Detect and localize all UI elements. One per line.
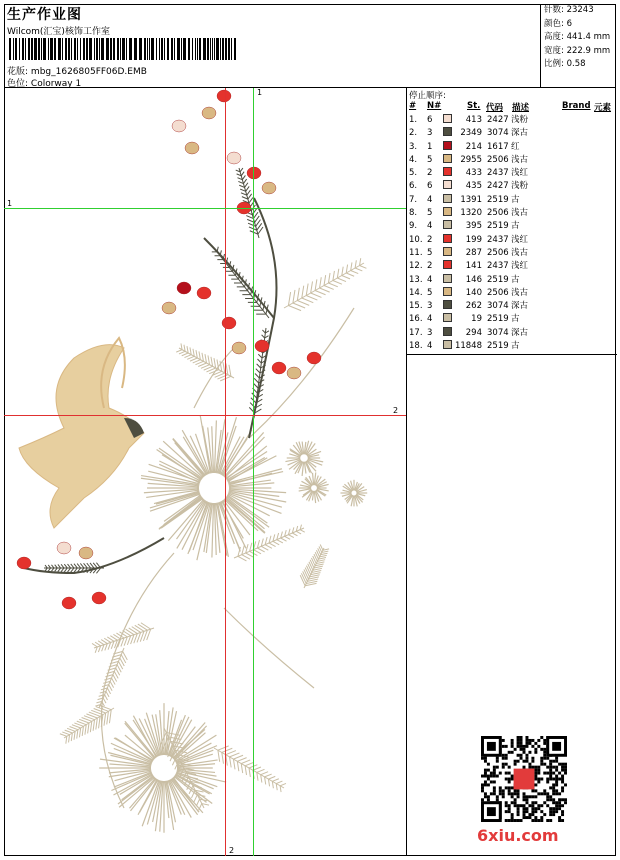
- stop-sequence-panel: [406, 88, 616, 856]
- row-needle: 5: [427, 287, 433, 298]
- color-swatch: [443, 247, 452, 256]
- row-stitches: 262: [465, 301, 482, 312]
- table-row: [407, 154, 617, 167]
- col-brand: Brand: [562, 101, 591, 111]
- document-title: 生产作业图: [7, 7, 82, 23]
- table-row: [407, 141, 617, 154]
- row-num: 7.: [409, 194, 418, 205]
- guide-vertical-red: [225, 88, 226, 856]
- col-num: #: [409, 101, 417, 111]
- row-needle: 2: [427, 234, 433, 245]
- row-needle: 3: [427, 301, 433, 312]
- color-swatch: [443, 154, 452, 163]
- row-desc: 浅古: [511, 247, 529, 258]
- table-row: [407, 274, 617, 287]
- table-row: [407, 234, 617, 247]
- guide-label-h2: 2: [393, 406, 399, 415]
- col-element: 元素: [594, 103, 612, 113]
- embroidery-artwork: [4, 88, 406, 856]
- row-needle: 2: [427, 261, 433, 272]
- row-needle: 3: [427, 128, 433, 139]
- color-swatch: [443, 114, 452, 123]
- colorway-value: Colorway 1: [30, 79, 82, 89]
- stop-sequence-title: 停止顺序:: [409, 91, 446, 101]
- row-needle: 5: [427, 208, 433, 219]
- table-row: [407, 327, 617, 340]
- row-stitches: 2349: [460, 128, 482, 139]
- row-num: 2.: [409, 128, 418, 139]
- bird: [19, 338, 144, 528]
- design-file-value: mbg_1626805FF06D.EMB: [30, 67, 147, 77]
- row-stitches: 433: [465, 168, 482, 179]
- color-swatch: [443, 340, 452, 349]
- stat-colors: 颜色: 6: [544, 18, 572, 29]
- row-code: 1617: [487, 141, 509, 152]
- row-code: 2519: [487, 194, 509, 205]
- row-desc: 古: [511, 194, 520, 205]
- color-swatch: [443, 327, 452, 336]
- row-desc: 古: [511, 341, 520, 352]
- qr-code: [481, 736, 567, 822]
- color-swatch: [443, 300, 452, 309]
- col-stitches: St.: [467, 101, 481, 111]
- row-needle: 4: [427, 221, 433, 232]
- row-needle: 4: [427, 314, 433, 325]
- stat-height: 高度: 441.4 mm: [544, 32, 611, 42]
- row-desc: 浅古: [511, 208, 529, 219]
- row-desc: 深古: [511, 327, 529, 338]
- color-swatch: [443, 194, 452, 203]
- table-row: [407, 167, 617, 180]
- row-code: 2506: [487, 154, 509, 165]
- row-desc: 浅古: [511, 154, 529, 165]
- row-needle: 4: [427, 341, 433, 352]
- row-num: 13.: [409, 274, 423, 285]
- row-code: 2519: [487, 274, 509, 285]
- row-desc: 浅粉: [511, 181, 529, 192]
- row-code: 2519: [487, 341, 509, 352]
- color-swatch: [443, 127, 452, 136]
- row-num: 12.: [409, 261, 423, 272]
- row-code: 3074: [487, 327, 509, 338]
- color-swatch: [443, 313, 452, 322]
- row-num: 5.: [409, 168, 418, 179]
- row-stitches: 141: [465, 261, 482, 272]
- row-stitches: 140: [465, 287, 482, 298]
- color-swatch: [443, 220, 452, 229]
- row-code: 2427: [487, 181, 509, 192]
- stop-sequence-rows: [407, 114, 617, 353]
- row-num: 15.: [409, 301, 423, 312]
- row-num: 10.: [409, 234, 423, 245]
- row-desc: 浅古: [511, 287, 529, 298]
- color-swatch: [443, 167, 452, 176]
- row-code: 2519: [487, 314, 509, 325]
- row-needle: 4: [427, 274, 433, 285]
- row-needle: 4: [427, 194, 433, 205]
- company-name: Wilcom(汇宝)核饰工作室: [7, 27, 110, 37]
- row-num: 18.: [409, 341, 423, 352]
- row-stitches: 435: [465, 181, 482, 192]
- row-code: 2506: [487, 287, 509, 298]
- col-desc: 描述: [512, 103, 530, 113]
- row-code: 2437: [487, 261, 509, 272]
- row-code: 3074: [487, 301, 509, 312]
- guide-label-v2: 2: [229, 846, 235, 855]
- color-swatch: [443, 260, 452, 269]
- stat-stitches: 针数: 23243: [544, 5, 594, 15]
- row-needle: 2: [427, 168, 433, 179]
- embroidery-design-area: [4, 88, 406, 856]
- row-stitches: 395: [465, 221, 482, 232]
- row-num: 9.: [409, 221, 418, 232]
- design-file-label: 花版:: [7, 67, 29, 77]
- barcode: [9, 38, 237, 60]
- row-stitches: 413: [465, 115, 482, 125]
- row-needle: 6: [427, 115, 433, 125]
- table-row: [407, 287, 617, 300]
- row-code: 2506: [487, 247, 509, 258]
- table-row: [407, 194, 617, 207]
- row-desc: 红: [511, 141, 520, 152]
- guide-horizontal-red: [4, 415, 406, 416]
- row-code: 2427: [487, 115, 509, 125]
- row-stitches: 1320: [460, 208, 482, 219]
- red-buds: [17, 90, 321, 609]
- table-row: [407, 220, 617, 233]
- row-stitches: 11848: [454, 341, 482, 352]
- row-stitches: 2955: [460, 154, 482, 165]
- row-desc: 深古: [511, 301, 529, 312]
- table-header: [407, 101, 617, 113]
- row-num: 8.: [409, 208, 418, 219]
- row-stitches: 214: [465, 141, 482, 152]
- row-stitches: 1391: [460, 194, 482, 205]
- row-num: 11.: [409, 247, 423, 258]
- row-desc: 古: [511, 221, 520, 232]
- row-num: 16.: [409, 314, 423, 325]
- row-stitches: 287: [465, 247, 482, 258]
- row-code: 2519: [487, 221, 509, 232]
- row-needle: 1: [427, 141, 433, 152]
- color-swatch: [443, 180, 452, 189]
- stat-width: 宽度: 222.9 mm: [544, 45, 611, 56]
- guide-label-h1: 1: [7, 199, 13, 208]
- table-row: [407, 180, 617, 193]
- row-num: 17.: [409, 327, 423, 338]
- row-stitches: 199: [465, 234, 482, 245]
- row-desc: 古: [511, 314, 520, 325]
- row-code: 2506: [487, 208, 509, 219]
- row-code: 2437: [487, 234, 509, 245]
- row-code: 3074: [487, 128, 509, 139]
- design-stats: [540, 4, 616, 88]
- color-swatch: [443, 234, 452, 243]
- watermark-logo: 6xiu.com: [477, 826, 559, 845]
- color-swatch: [443, 287, 452, 296]
- row-desc: 浅红: [511, 168, 529, 179]
- beige-flowers: [99, 308, 367, 833]
- table-row: [407, 260, 617, 273]
- row-needle: 3: [427, 327, 433, 338]
- table-row: [407, 313, 617, 326]
- color-swatch: [443, 141, 452, 150]
- row-num: 1.: [409, 115, 418, 125]
- header: [4, 4, 616, 88]
- guide-label-v1: 1: [257, 88, 263, 97]
- table-row: [407, 340, 617, 353]
- table-row: [407, 247, 617, 260]
- col-needle: N#: [427, 101, 442, 111]
- row-desc: 深古: [511, 128, 529, 139]
- row-stitches: 294: [465, 327, 482, 338]
- color-swatch: [443, 207, 452, 216]
- row-desc: 浅红: [511, 234, 529, 245]
- colorway-label: 色位:: [7, 79, 29, 89]
- table-row: [407, 127, 617, 140]
- table-row: [407, 300, 617, 313]
- row-code: 2437: [487, 168, 509, 179]
- col-code: 代码: [486, 103, 504, 113]
- row-desc: 浅粉: [511, 115, 529, 125]
- table-row: [407, 114, 617, 127]
- panel-divider: [407, 354, 617, 355]
- row-needle: 6: [427, 181, 433, 192]
- row-stitches: 146: [465, 274, 482, 285]
- row-needle: 5: [427, 247, 433, 258]
- guide-horizontal-green: [4, 208, 406, 209]
- row-desc: 浅红: [511, 261, 529, 272]
- row-num: 4.: [409, 154, 418, 165]
- color-swatch: [443, 274, 452, 283]
- row-stitches: 19: [471, 314, 482, 325]
- row-num: 6.: [409, 181, 418, 192]
- row-needle: 5: [427, 154, 433, 165]
- guide-vertical-green: [253, 88, 254, 856]
- row-num: 3.: [409, 141, 418, 152]
- row-desc: 古: [511, 274, 520, 285]
- table-row: [407, 207, 617, 220]
- stat-scale: 比例: 0.58: [544, 59, 586, 69]
- row-num: 14.: [409, 287, 423, 298]
